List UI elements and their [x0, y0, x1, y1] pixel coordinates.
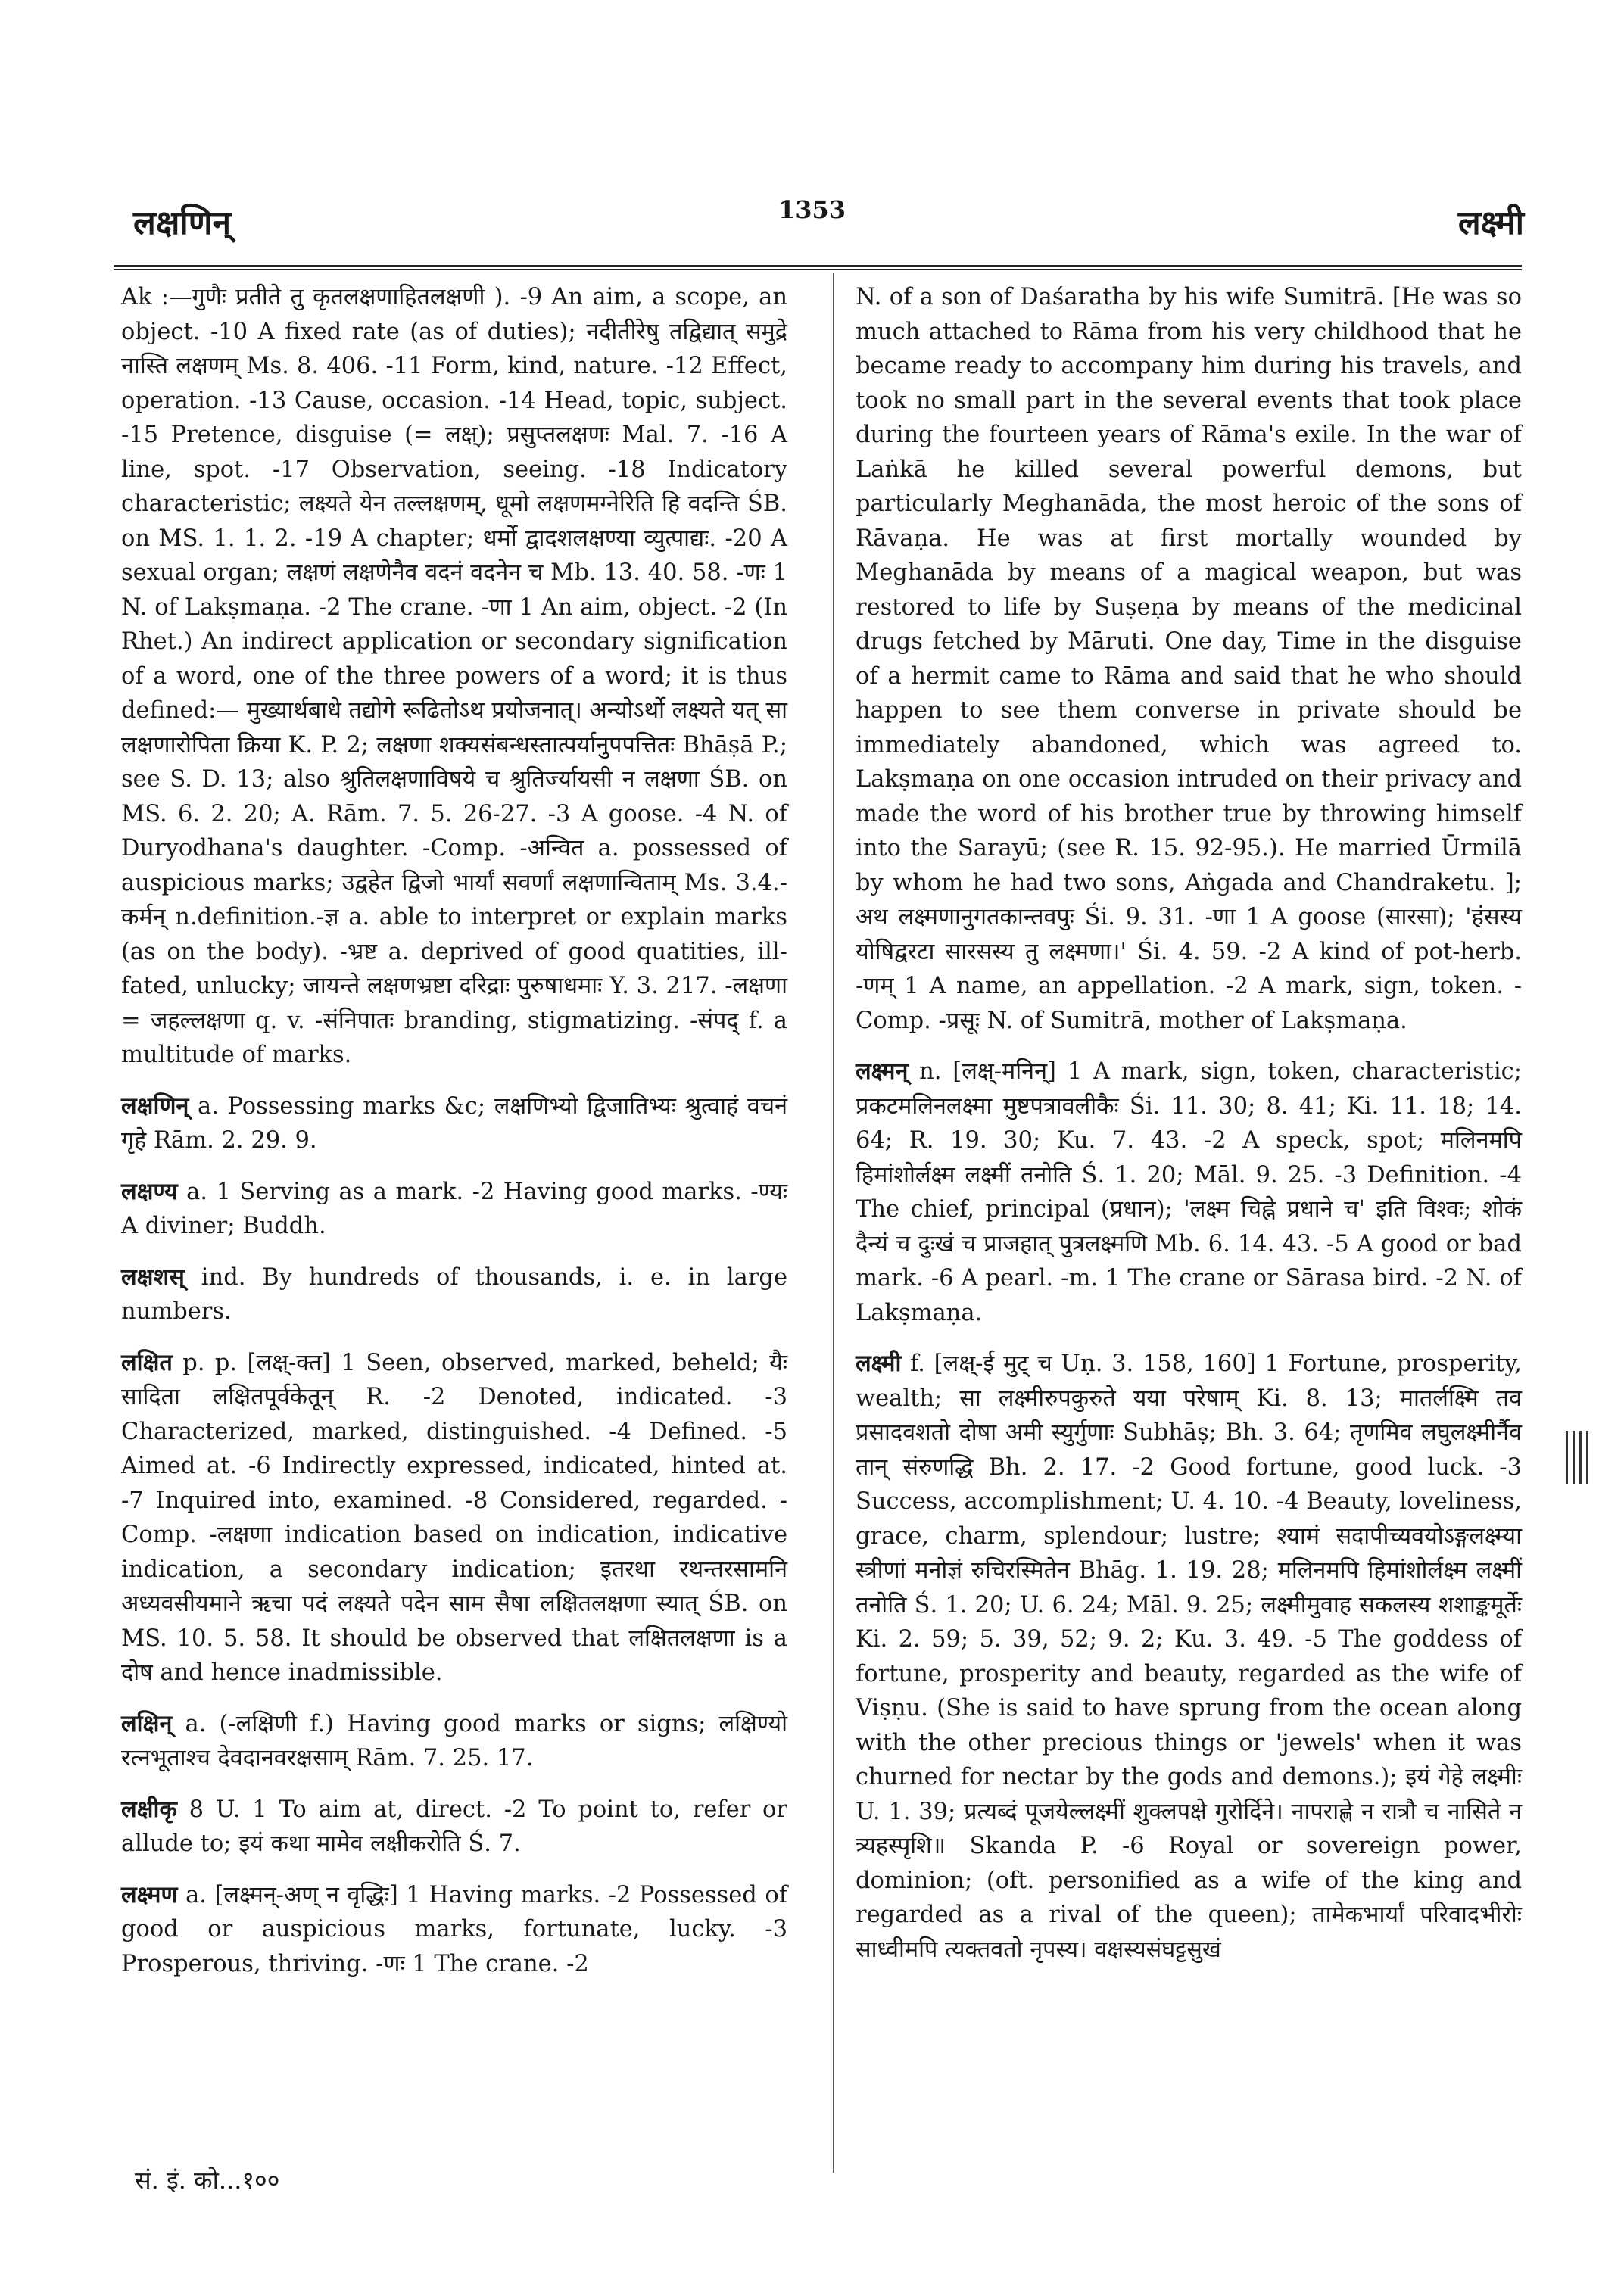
margin-mark [1566, 1431, 1568, 1484]
entry-text: a. 1 Serving as a mark. -2 Having good marks. -ण्यः A diviner; Buddh. [121, 1178, 787, 1239]
column-separator [833, 273, 834, 2173]
entry [121, 1175, 787, 1244]
entry [121, 280, 787, 1073]
header-rule [114, 265, 1522, 267]
entry [121, 1089, 787, 1158]
margin-mark [1586, 1431, 1588, 1484]
entry-headword: लक्ष्मन् [856, 1058, 909, 1085]
running-head-right: लक्ष्मी [1457, 204, 1524, 242]
margin-marks [1566, 1431, 1588, 1484]
entry-text: 8 U. 1 To aim at, direct. -2 To point to, refer or allude to; इयं कथा मामेव लक्षीकरोति Ś. 7. [121, 1796, 787, 1857]
entry [856, 1055, 1522, 1330]
entry-text: f. [लक्ष्-ई मुट् च Uṇ. 3. 158, 160] 1 Fortune, prosperity, wealth; सा लक्ष्मीरुपकुरुते यया परेषाम् Ki. 8. 13; मातर्लक्ष्मि तव प्रसादवशतो दोषा अमी स्युर्गुणाः Subhāṣ; Bh. 3. 64; तृणमिव लघुलक्ष्मीर्नैव तान् संरुणद्धि Bh. 2. 17. -2 Good fortune, good luck. -3 Success, accomplishment; U. 4. 10. -4 Beauty, loveliness, grace, charm, splendour; lustre; श्यामं सदापीच्यवयोऽङ्गलक्ष्म्या स्त्रीणां मनोज्ञं रुचिरस्मितेन Bhāg. 1. 19. 28; मलिनमपि हिमांशोर्लक्ष्म लक्ष्मीं तनोति Ś. 1. 20; U. 6. 24; Māl. 9. 25; लक्ष्मीमुवाह सकलस्य शशाङ्कमूर्तेः Ki. 2. 59; 5. 39, 52; 9. 2; Ku. 3. 49. -5 The goddess of fortune, prosperity and beauty, regarded as the wife of Viṣṇu. (She is said to have sprung from the ocean along with the other precious things or 'jewels' when it was churned for nectar by the gods and demons.); इयं गेहे लक्ष्मीः U. 1. 39; प्रत्यब्दं पूजयेल्लक्ष्मीं शुक्लपक्षे गुरोर्दिने। नापराह्णे न रात्रौ च नासिते न त्र्यहस्पृशि॥ Skanda P. -6 Royal or sovereign power, dominion; (oft. personified as a wife of the king and regarded as a rival of the queen); तामेकभार्यां परिवादभीरोः साध्वीमपि त्यक्तवतो नृपस्य। वक्षस्यसंघट्टसुखं [856, 1351, 1522, 1963]
entry-text: a. (-लक्षिणी f.) Having good marks or signs; लक्षिण्यो रत्नभूताश्च देवदानवरक्षसाम् Rām. 7. 25. 17. [121, 1710, 787, 1771]
entry [121, 1346, 787, 1690]
printer-signature: सं. इं. को...१०० [135, 2166, 280, 2195]
entry-text: Ak :—गुणैः प्रतीते तु कृतलक्षणाहितलक्षणी ). -9 An aim, a scope, an object. -10 A fixed rate (as of duties); नदीतीरेषु तद्विद्यात् समुद्रे नास्ति लक्षणम् Ms. 8. 406. -11 Form, kind, nature. -12 Effect, operation. -13 Cause, occasion. -14 Head, topic, subject. -15 Pretence, disguise (= लक्ष्); प्रसुप्तलक्षणः Mal. 7. -16 A line, spot. -17 Observation, seeing. -18 Indicatory characteristic; लक्ष्यते येन तल्लक्षणम्, धूमो लक्षणमग्नेरिति हि वदन्ति ŚB. on MS. 1. 1. 2. -19 A chapter; धर्मो द्वादशलक्षण्या व्युत्पाद्यः. -20 A sexual organ; लक्षणं लक्षणेनैव वदनं वदनेन च Mb. 13. 40. 58. -णः 1 N. of Lakṣmaṇa. -2 The crane. -णा 1 An aim, object. -2 (In Rhet.) An indirect application or secondary signification of a word, one of the three powers of a word; it is thus defined:— मुख्यार्थबाधे तद्योगे रूढितोऽथ प्रयोजनात्। अन्योऽर्थो लक्ष्यते यत् सा लक्षणारोपिता क्रिया K. P. 2; लक्षणा शक्यसंबन्धस्तात्पर्यानुपपत्तितः Bhāṣā P.; see S. D. 13; also श्रुतिलक्षणाविषये च श्रुतिर्ज्यायसी न लक्षणा ŚB. on MS. 6. 2. 20; A. Rām. 7. 5. 26-27. -3 A goose. -4 N. of Duryodhana's daughter. -Comp. -अन्वित a. possessed of auspicious marks; उद्वहेत द्विजो भार्यां सवर्णां लक्षणान्विताम् Ms. 3.4.-कर्मन् n.definition.-ज्ञ a. able to interpret or explain marks (as on the body). -भ्रष्ट a. deprived of good quatities, ill-fated, unlucky; जायन्ते लक्षणभ्रष्टा दरिद्राः पुरुषाधमाः Y. 3. 217. -लक्षणा = जहल्लक्षणा q. v. -संनिपातः branding, stigmatizing. -संपद् f. a multitude of marks. [121, 284, 787, 1068]
margin-mark [1579, 1431, 1582, 1484]
margin-mark [1573, 1431, 1575, 1484]
entry [121, 1793, 787, 1862]
entry-text: N. of a son of Daśaratha by his wife Sumitrā. [He was so much attached to Rāma from his very childhood that he became ready to accompany him during his travels, and took no small part in the several events that took place during the fourteen years of Rāma's exile. In the war of Laṅkā he killed several powerful demons, but particularly Meghanāda, the most heroic of the sons of Rāvaṇa. He was at first mortally wounded by Meghanāda by means of a magical weapon, but was restored to life by Suṣeṇa by means of the medicinal drugs fetched by Māruti. One day, Time in the disguise of a hermit came to Rāma and said that he who should happen to see them converse in private should be immediately abandoned, which was agreed to. Lakṣmaṇa on one occasion intruded on their privacy and made the word of his brother true by throwing himself into the Sarayū; (see R. 15. 92-95.). He married Ūrmilā by whom he had two sons, Aṅgada and Chandraketu. ]; अथ लक्ष्मणानुगतकान्तवपुः Śi. 9. 31. -णा 1 A goose (सारसा); 'हंसस्य योषिद्वरटा सारसस्य तु लक्ष्मणा।' Śi. 4. 59. -2 A kind of pot-herb. -णम् 1 A name, an appellation. -2 A mark, sign, token. -Comp. -प्रसूः N. of Sumitrā, mother of Lakṣmaṇa. [856, 284, 1522, 1034]
entry-text: p. p. [लक्ष्-क्त] 1 Seen, observed, marked, beheld; यैः सादिता लक्षितपूर्वकेतून् R. -2 Denoted, indicated. -3 Characterized, marked, distinguished. -4 Defined. -5 Aimed at. -6 Indirectly expressed, indicated, hinted at. -7 Inquired into, examined. -8 Considered, regarded. -Comp. -लक्षणा indication based on indication, indicative indication, a secondary indication; इतरथा रथन्तरसामनि अध्यवसीयमाने ऋचा पदं लक्ष्यते पदेन साम सैषा लक्षितलक्षणा स्यात् ŚB. on MS. 10. 5. 58. It should be observed that लक्षितलक्षणा is a दोष and hence inadmissible. [121, 1349, 787, 1686]
running-head-left: लक्षणिन् [133, 204, 232, 242]
entry-text: n. [लक्ष्-मनिन्] 1 A mark, sign, token, characteristic; प्रकटमलिनलक्ष्मा मुष्टपत्रावलीकैः Śi. 11. 30; 8. 41; Ki. 11. 18; 14. 64; R. 19. 30; Ku. 7. 43. -2 A speck, spot; मलिनमपि हिमांशोर्लक्ष्म लक्ष्मीं तनोति Ś. 1. 20; Māl. 9. 25. -3 Definition. -4 The chief, principal (प्रधान); 'लक्ष्म चिह्ने प्रधाने च' इति विश्वः; शोकं दैन्यं च दुःखं च प्राजहात् पुत्रलक्ष्मणि Mb. 6. 14. 43. -5 A good or bad mark. -6 A pearl. -m. 1 The crane or Sārasa bird. -2 N. of Lakṣmaṇa. [856, 1058, 1522, 1326]
entry [121, 1260, 787, 1329]
entry-headword: लक्षशस् [121, 1263, 185, 1291]
entry-headword: लक्ष्मण [121, 1880, 178, 1908]
entry-text: a. [लक्ष्मन्-अण् न वृद्धिः] 1 Having marks. -2 Possessed of good or auspicious marks, fortunate, lucky. -3 Prosperous, thriving. -णः 1 The crane. -2 [121, 1881, 787, 1977]
entry [121, 1878, 787, 1982]
entry-text: a. Possessing marks &c; लक्षणिभ्यो द्विजातिभ्यः श्रुत्वाहं वचनं गृहे Rām. 2. 29. 9. [121, 1092, 787, 1154]
right-column [856, 280, 1522, 1983]
entry-text: ind. By hundreds of thousands, i. e. in large numbers. [121, 1263, 787, 1325]
entry-headword: लक्षण्य [121, 1177, 178, 1205]
entry-headword: लक्षणिन् [121, 1092, 189, 1120]
header-rule-thin [114, 269, 1522, 270]
left-column [121, 280, 787, 1998]
page-number: 1353 [778, 195, 846, 224]
entry-headword: लक्ष्मी [856, 1350, 902, 1377]
entry [121, 1707, 787, 1776]
entry-headword: लक्षित [121, 1348, 173, 1376]
entry [856, 280, 1522, 1038]
entry-headword: लक्षिन् [121, 1709, 173, 1737]
entry [856, 1347, 1522, 1967]
entry-headword: लक्षीकृ [121, 1795, 177, 1823]
